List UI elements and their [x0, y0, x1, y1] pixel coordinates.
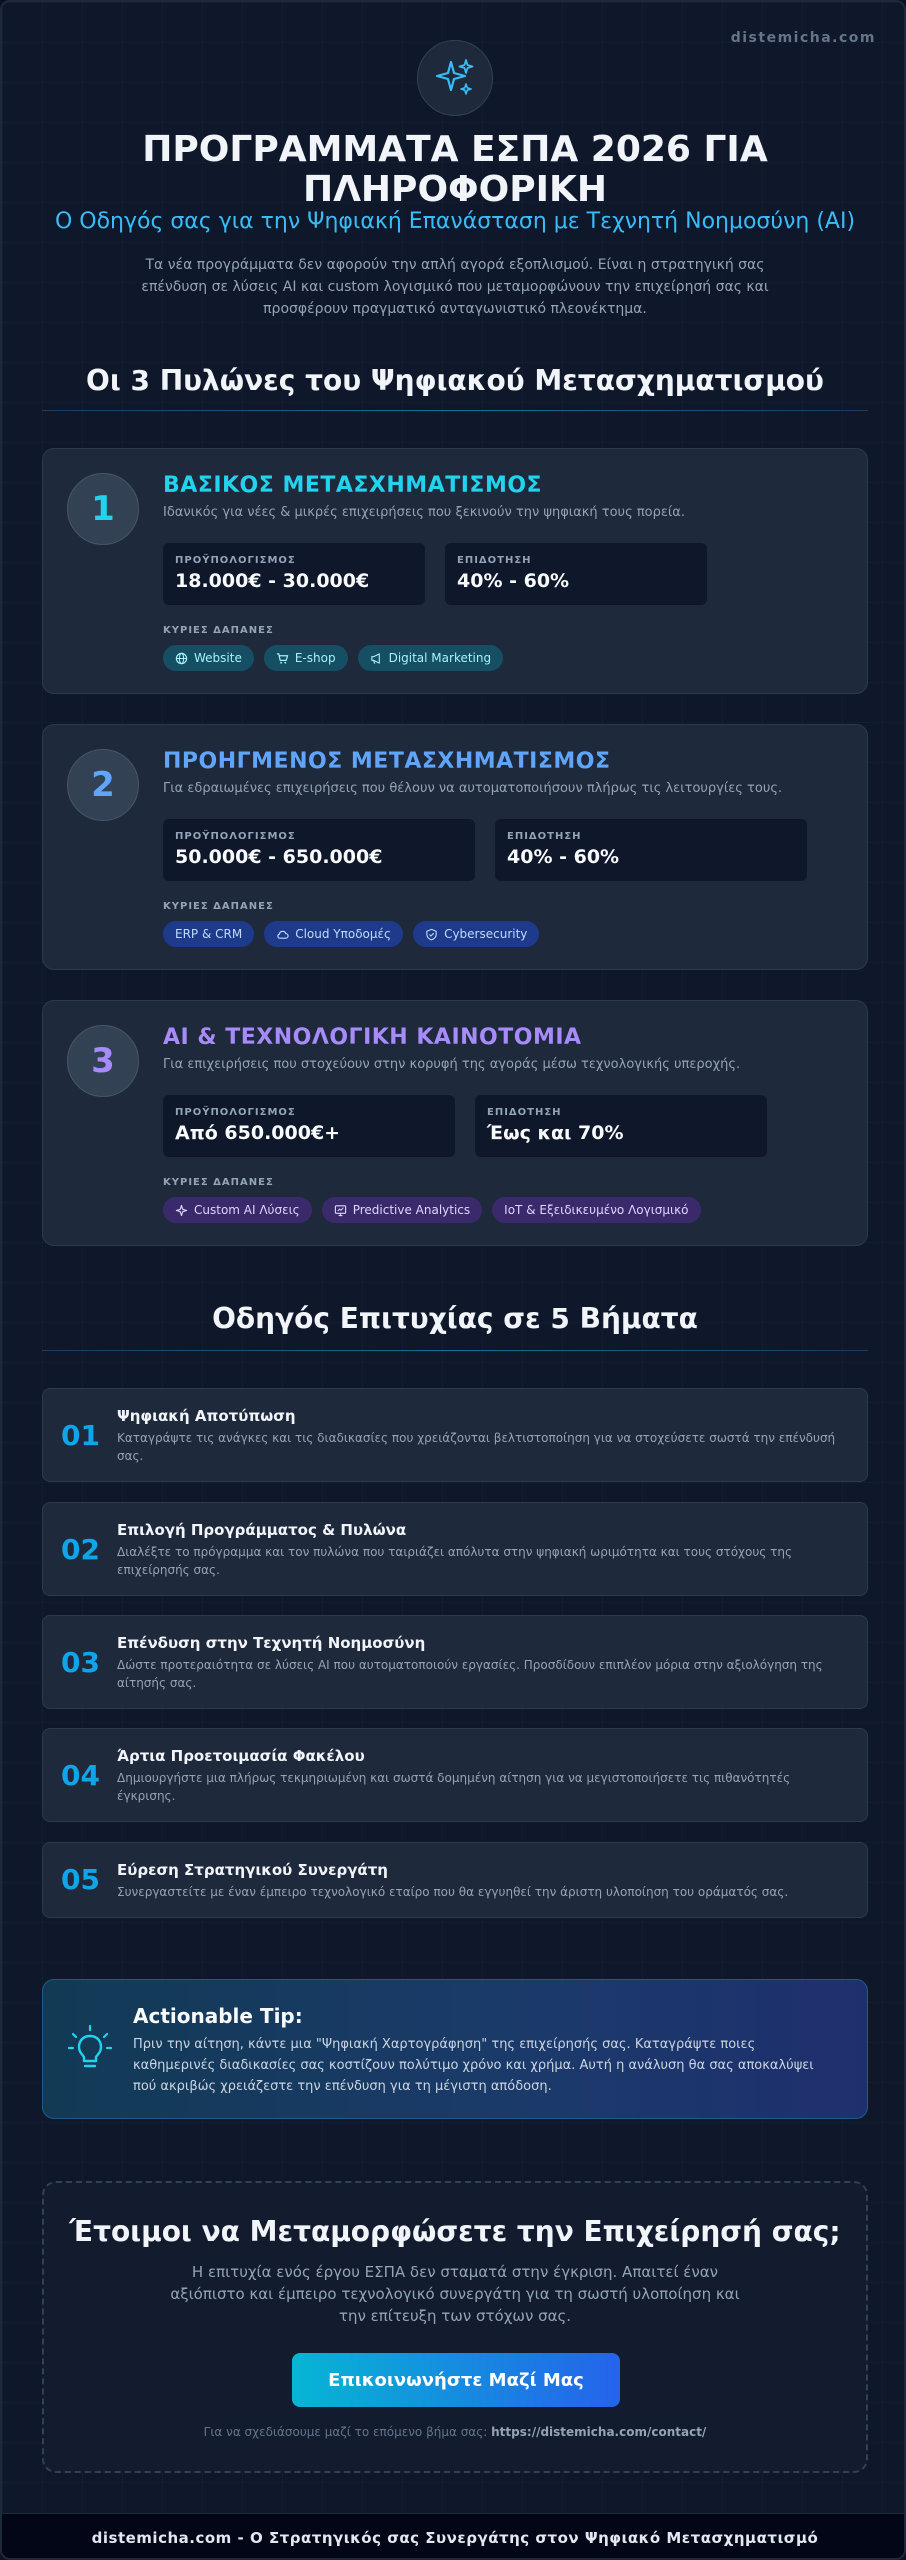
tag-digital-marketing [358, 645, 504, 671]
budget-box [163, 543, 425, 605]
lightbulb-icon [67, 2024, 113, 2074]
tag-predictive-analytics [322, 1197, 482, 1223]
contact-note-text: Για να σχεδιάσουμε μαζί το επόμενο βήμα σας: [203, 2425, 488, 2439]
budget-box [163, 819, 475, 881]
contact-button[interactable]: Επικοινωνήστε Μαζί Μας [292, 2353, 620, 2407]
cart-icon [276, 652, 289, 665]
subsidy-label: ΕΠΙΔΟΤΗΣΗ [487, 1107, 562, 1118]
pillar-card-ai [42, 1000, 868, 1246]
page-title: ΠΡΟΓΡΑΜΜΑΤΑ ΕΣΠΑ 2026 ΓΙΑ ΠΛΗΡΟΦΟΡΙΚΗ [142, 129, 768, 210]
pillar-title: ΒΑΣΙΚΟΣ ΜΕΤΑΣΧΗΜΑΤΙΣΜΟΣ [163, 473, 543, 498]
tag-custom-ai [163, 1197, 312, 1223]
step-number: 02 [61, 1533, 100, 1566]
sparkles-icon [417, 40, 493, 116]
tip-title: Actionable Tip: [133, 2004, 303, 2028]
expenses-label: ΚΥΡΙΕΣ ΔΑΠΑΝΕΣ [163, 625, 274, 636]
cloud-icon [276, 928, 289, 941]
step-description: Καταγράψτε τις ανάγκες και τις διαδικασίες που χρειάζονται βελτιστοποίηση για να στοχεύσετε σωστά την επένδυσή σας. [117, 1431, 836, 1463]
step-card [42, 1728, 868, 1822]
pillar-number: 3 [67, 1025, 139, 1097]
section-divider [42, 410, 868, 411]
step-description: Δώστε προτεραιότητα σε λύσεις AI που αυτοματοποιούν εργασίες. Προσδίδουν επιπλέον μόρια στην αξιολόγηση της αίτησής σας. [117, 1658, 823, 1690]
subsidy-value: 40% - 60% [507, 846, 620, 868]
subsidy-label: ΕΠΙΔΟΤΗΣΗ [507, 831, 582, 842]
tag-label: Digital Marketing [388, 651, 492, 665]
expenses-label: ΚΥΡΙΕΣ ΔΑΠΑΝΕΣ [163, 1177, 274, 1188]
budget-value: 18.000€ - 30.000€ [175, 570, 370, 592]
cta-box [42, 2181, 868, 2473]
step-title: Εύρεση Στρατηγικού Συνεργάτη [117, 1861, 388, 1879]
actionable-tip-box [42, 1979, 868, 2119]
steps-section-title: Οδηγός Επιτυχίας σε 5 Βήματα [212, 1302, 698, 1335]
budget-value: 50.000€ - 650.000€ [175, 846, 383, 868]
budget-label: ΠΡΟΫΠΟΛΟΓΙΣΜΟΣ [175, 831, 296, 842]
tag-label: Cybersecurity [444, 927, 528, 941]
pillar-description: Για επιχειρήσεις που στοχεύουν στην κορυφή της αγοράς μέσω τεχνολογικής υπεροχής. [163, 1057, 741, 1072]
tip-text: Πριν την αίτηση, κάντε μια "Ψηφιακή Χαρτογράφηση" της επιχείρησής σας. Καταγράψτε ποιες καθημερινές διαδικασίες σας κοστίζουν πολύτιμο χρόνο και χρήμα. Αυτή η ανάλυση θα σας αποκαλύψει πού ακριβώς χρειάζεστε την επένδυση για τη μέγιστη απόδοση. [133, 2037, 814, 2094]
tag-label: ERP & CRM [175, 927, 243, 941]
step-number: 05 [61, 1863, 100, 1896]
step-description: Δημιουργήστε μια πλήρως τεκμηριωμένη και σωστά δομημένη αίτηση για να μεγιστοποιήσετε τις πιθανότητές έγκρισης. [117, 1771, 791, 1803]
tag-iot-software [492, 1197, 700, 1223]
intro-text: Τα νέα προγράμματα δεν αφορούν την απλή αγορά εξοπλισμού. Είναι η στρατηγική σας επένδυση σε λύσεις AI και custom λογισμικό που μεταμορφώνουν την επιχείρησή σας και προσφέρουν πραγματικό ανταγωνιστικό πλεονέκτημα. [141, 257, 769, 317]
subsidy-box [445, 543, 707, 605]
step-card [42, 1502, 868, 1596]
tag-website [163, 645, 254, 671]
expense-tags [163, 921, 539, 947]
tag-label: Cloud Υποδομές [295, 927, 392, 941]
tag-cybersecurity [413, 921, 539, 947]
pillar-description: Ιδανικός για νέες & μικρές επιχειρήσεις που ξεκινούν την ψηφιακή τους πορεία. [163, 505, 685, 520]
globe-icon [175, 652, 188, 665]
step-title: Ψηφιακή Αποτύπωση [117, 1407, 296, 1425]
step-card [42, 1388, 868, 1482]
step-number: 03 [61, 1646, 100, 1679]
subsidy-value: Έως και 70% [487, 1122, 624, 1144]
budget-value: Από 650.000€+ [175, 1122, 341, 1144]
step-title: Άρτια Προετοιμασία Φακέλου [117, 1747, 365, 1765]
footer-bar [2, 2513, 906, 2560]
tag-label: E-shop [294, 651, 336, 665]
tag-eshop [264, 645, 348, 671]
cta-title: Έτοιμοι να Μεταμορφώσετε την Επιχείρησή σας; [69, 2215, 841, 2248]
budget-label: ΠΡΟΫΠΟΛΟΓΙΣΜΟΣ [175, 1107, 296, 1118]
section-divider [42, 1350, 868, 1351]
pillar-description: Για εδραιωμένες επιχειρήσεις που θέλουν να αυτοματοποιήσουν πλήρως τις λειτουργίες τους. [163, 781, 783, 796]
expense-tags [163, 645, 503, 671]
megaphone-icon [370, 652, 383, 665]
sparkle-icon [175, 1204, 188, 1217]
step-title: Επένδυση στην Τεχνητή Νοημοσύνη [117, 1634, 426, 1652]
contact-note [44, 2425, 866, 2439]
tag-label: Website [194, 651, 242, 665]
step-number: 04 [61, 1759, 100, 1792]
tag-cloud [264, 921, 403, 947]
tag-label: IoT & Εξειδικευμένο Λογισμικό [504, 1203, 689, 1217]
pillar-card-basic [42, 448, 868, 694]
step-title: Επιλογή Προγράμματος & Πυλώνα [117, 1521, 407, 1539]
cta-text: Η επιτυχία ενός έργου ΕΣΠΑ δεν σταματά στην έγκριση. Απαιτεί έναν αξιόπιστο και έμπειρο τεχνολογικό συνεργάτη για τη σωστή υλοποίηση και την επίτευξη των στόχων σας. [170, 2263, 740, 2325]
pillar-card-advanced [42, 724, 868, 970]
brand-tag: distemicha.com [730, 30, 876, 46]
page-subtitle: Ο Οδηγός σας για την Ψηφιακή Επανάσταση με Τεχνητή Νοημοσύνη (AI) [54, 209, 856, 234]
subsidy-box [495, 819, 807, 881]
step-card [42, 1842, 868, 1918]
step-description: Συνεργαστείτε με έναν έμπειρο τεχνολογικό εταίρο που θα εγγυηθεί την άριστη υλοποίηση του οράματός σας. [117, 1885, 789, 1899]
footer-text: distemicha.com - Ο Στρατηγικός σας Συνεργάτης στον Ψηφιακό Μετασχηματισμό [91, 2529, 819, 2547]
subsidy-box [475, 1095, 767, 1157]
expenses-label: ΚΥΡΙΕΣ ΔΑΠΑΝΕΣ [163, 901, 274, 912]
tag-label: Custom AI Λύσεις [194, 1203, 300, 1217]
subsidy-label: ΕΠΙΔΟΤΗΣΗ [457, 555, 532, 566]
chart-icon [334, 1204, 347, 1217]
pillar-number: 2 [67, 749, 139, 821]
step-description: Διαλέξτε το πρόγραμμα και τον πυλώνα που ταιριάζει απόλυτα στην ψηφιακή ωριμότητα και τους στόχους της επιχείρησής σας. [117, 1545, 793, 1577]
subsidy-value: 40% - 60% [457, 570, 570, 592]
pillar-number: 1 [67, 473, 139, 545]
tag-label: Predictive Analytics [352, 1203, 471, 1217]
budget-box [163, 1095, 455, 1157]
step-card [42, 1615, 868, 1709]
pillars-section-title: Οι 3 Πυλώνες του Ψηφιακού Μετασχηματισμού [86, 364, 824, 397]
step-number: 01 [61, 1419, 100, 1452]
shield-icon [425, 928, 438, 941]
expense-tags [163, 1197, 701, 1223]
tag-erp-crm [163, 921, 254, 947]
budget-label: ΠΡΟΫΠΟΛΟΓΙΣΜΟΣ [175, 555, 296, 566]
pillar-title: ΠΡΟΗΓΜΕΝΟΣ ΜΕΤΑΣΧΗΜΑΤΙΣΜΟΣ [163, 749, 611, 774]
contact-link[interactable]: https://distemicha.com/contact/ [491, 2425, 707, 2439]
pillar-title: AI & ΤΕΧΝΟΛΟΓΙΚΗ ΚΑΙΝΟΤΟΜΙΑ [163, 1025, 582, 1050]
